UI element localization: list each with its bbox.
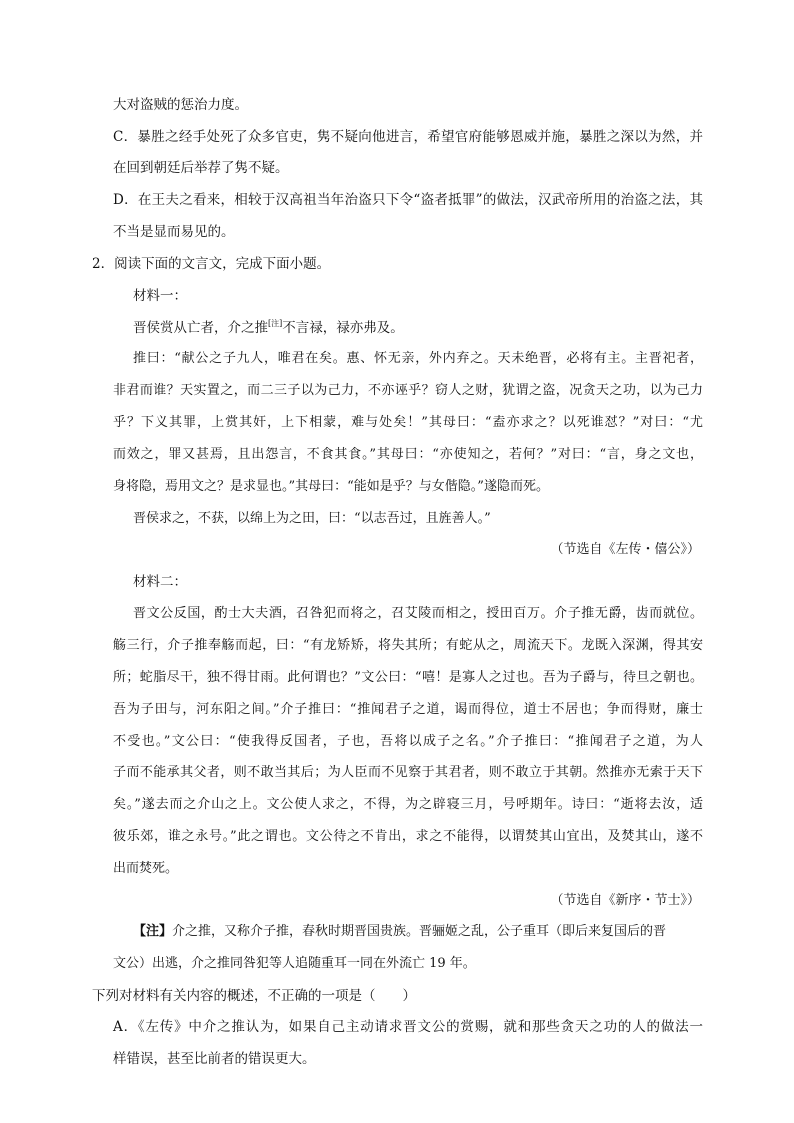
material-1-closing: 晋侯求之，不获，以绵上为之田，曰：“以志吾过，且旌善人。” xyxy=(133,511,491,526)
material-1-opening xyxy=(133,319,404,337)
option-d-line-1: D．在王夫之看来，相较于汉高祖当年治盗只下令“盗者抵罪”的做法，汉武帝所用的治盗之法，其 xyxy=(113,192,703,208)
material-1-para-line-5: 身将隐，焉用文之？是求显也。”其母曰：“能如是乎？与女偕隐。”遂隐而死。 xyxy=(113,479,549,494)
note-mark: [注] xyxy=(268,319,283,328)
annotation-label: 【注】 xyxy=(133,924,173,939)
material-1-source: （节选自《左传・僖公》） xyxy=(550,542,700,557)
material-1-opening-rest: 不言禄，禄亦弗及。 xyxy=(282,320,404,336)
subquestion-prompt: 下列对材料有关内容的概述，不正确的一项是（ ） xyxy=(92,988,416,1004)
option-d-line-2: 不当是显而易见的。 xyxy=(113,224,235,240)
option-b-tail: 大对盗贼的惩治力度。 xyxy=(113,97,248,113)
subquestion-option-a-line-1: A．《左传》中介之推认为，如果自己主动请求晋文公的赏赐，就和那些贪天之功的人的做法一 xyxy=(113,1019,703,1035)
material-2-para-line-9: 出而焚死。 xyxy=(113,861,179,876)
annotation-note xyxy=(133,923,666,941)
material-2-para-line-6: 子而不能承其父者，则不敢当其后；为人臣而不见察于其君者，则不敢立于其朝。然推亦无索于天下 xyxy=(113,765,703,780)
material-1-para-line-4: 而效之，罪又甚焉，且出怨言，不食其食。”其母曰：“亦使知之，若何？”对曰：“言，身之文也， xyxy=(113,447,703,462)
option-c-line-1: C．暴胜之经手处死了众多官吏，隽不疑向他进言，希望官府能够恩威并施，暴胜之深以为然，并 xyxy=(113,129,703,145)
material-2-para-line-5: 不受也。”文公曰：“使我得反国者，子也，吾将以成子之名。”介子推曰：“推闻君子之道，为人 xyxy=(113,734,703,749)
material-2-para-line-2: 觞三行，介子推奉觞而起，曰：“有龙矫矫，将失其所；有蛇从之，周流天下。龙既入深渊，得其安 xyxy=(113,638,703,653)
material-2-para-line-1: 晋文公反国，酌士大夫酒，召咎犯而将之，召艾陵而相之，授田百万。介子推无爵，齿而就位。 xyxy=(133,606,703,621)
material-1-opening-text: 晋侯赏从亡者，介之推 xyxy=(133,320,268,336)
material-1-para-line-1: 推曰：“献公之子九人，唯君在矣。惠、怀无亲，外内弃之。天未绝晋，必将有主。主晋祀者， xyxy=(133,351,703,366)
annotation-line-2: 文公）出逃，介之推同咎犯等人追随重耳一同在外流亡 19 年。 xyxy=(113,956,476,971)
material-2-label: 材料二： xyxy=(133,574,187,590)
material-2-para-line-3: 所；蛇脂尽干，独不得甘雨。此何谓也？”文公曰：“嘻！是寡人之过也。吾为子爵与，待旦之朝也。 xyxy=(113,670,703,685)
annotation-line-1: 介之推，又称介子推，春秋时期晋国贵族。晋骊姬之乱，公子重耳（即后来复国后的晋 xyxy=(172,924,667,939)
material-2-para-line-4: 吾为子田与，河东阳之间。”介子推曰：“推闻君子之道，谒而得位，道士不居也；争而得财，廉士 xyxy=(113,702,703,717)
material-1-para-line-3: 乎？下义其罪，上赏其奸，上下相蒙，难与处矣！”其母曰：“盍亦求之？以死谁怼？”对曰：“尤 xyxy=(113,415,703,430)
material-1-para-line-2: 非君而谁？天实置之，而二三子以为己力，不亦诬乎？窃人之财，犹谓之盗，况贪天之功，以为己力 xyxy=(113,383,703,398)
material-2-source: （节选自《新序・节士》） xyxy=(550,893,700,908)
material-2-para-line-8: 彼乐郊，谁之永号。”此之谓也。文公待之不肯出，求之不能得，以谓焚其山宜出，及焚其山，遂不 xyxy=(113,829,703,844)
option-c-line-2: 在回到朝廷后举荐了隽不疑。 xyxy=(113,160,289,176)
question-2-prompt: 2．阅读下面的文言文，完成下面小题。 xyxy=(92,256,331,272)
material-2-para-line-7: 矣。”遂去而之介山之上。文公使人求之，不得，为之辟寝三月，号呼期年。诗曰：“逝将去汝，适 xyxy=(113,797,703,812)
material-1-label: 材料一： xyxy=(133,288,187,304)
subquestion-option-a-line-2: 样错误，甚至比前者的错误更大。 xyxy=(113,1051,316,1067)
